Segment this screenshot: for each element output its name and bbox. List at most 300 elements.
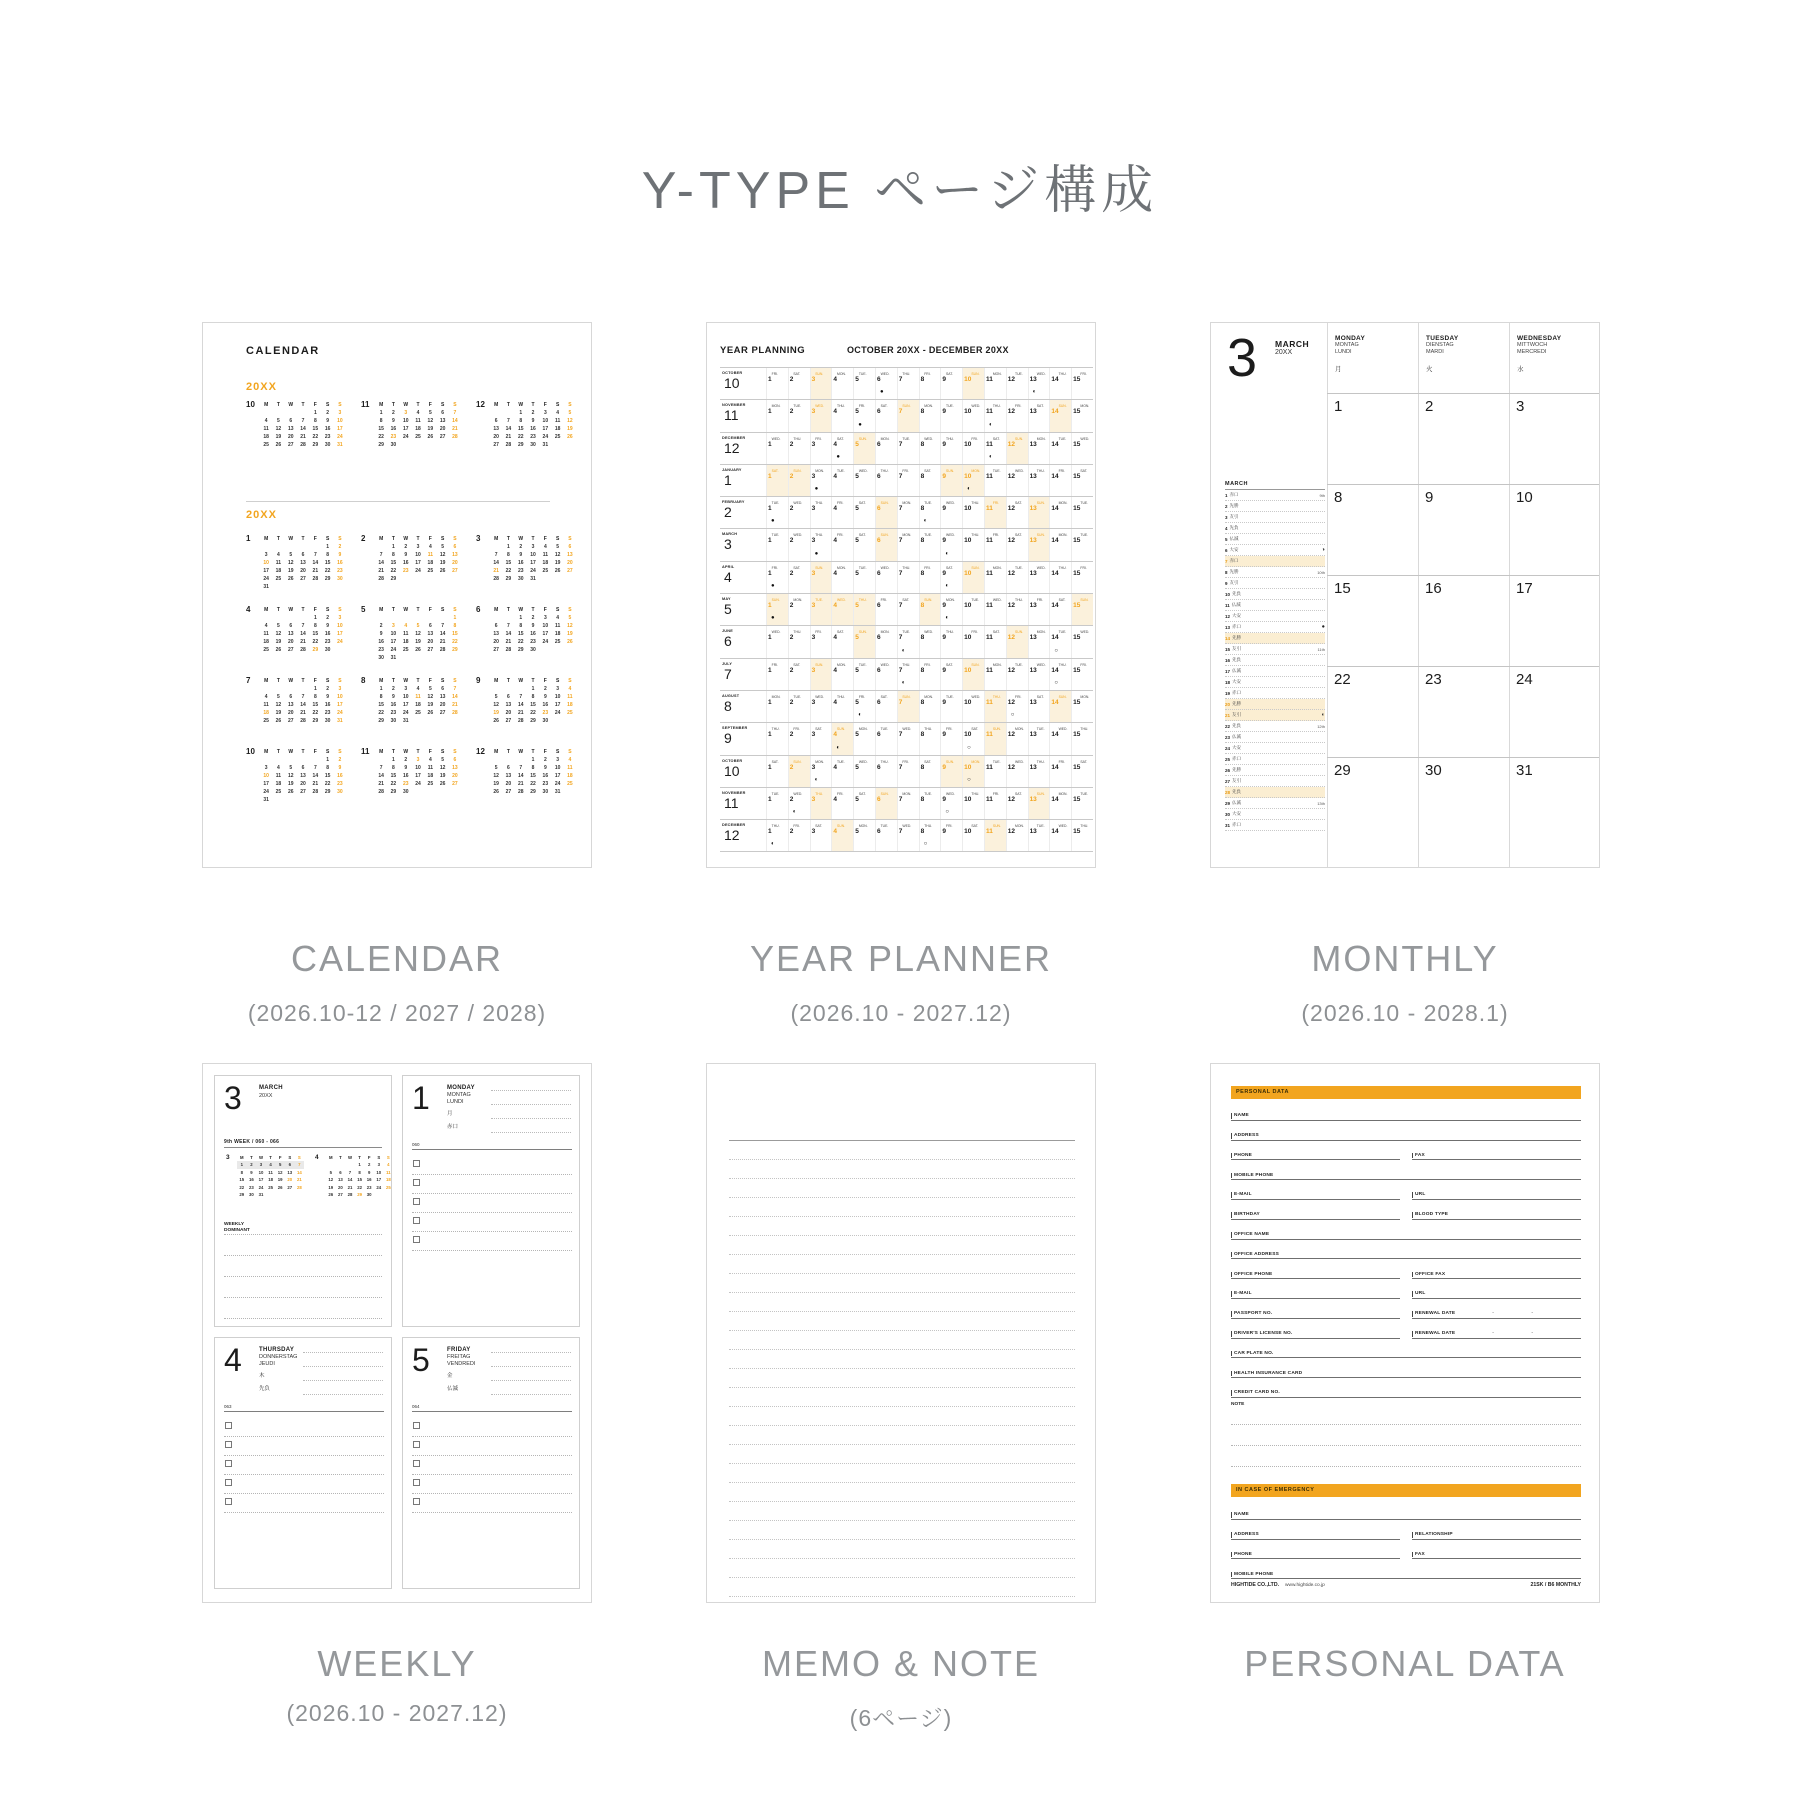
mini-month bbox=[476, 748, 591, 812]
sidebar-day-number: 3 bbox=[1225, 514, 1228, 520]
mini-day: 17 bbox=[376, 1177, 382, 1183]
mini-day: 25 bbox=[275, 576, 282, 582]
mini-day: 16 bbox=[530, 631, 536, 637]
planner-day-cell bbox=[1028, 691, 1050, 722]
mini-day: 4 bbox=[543, 544, 547, 550]
form-row bbox=[1231, 1121, 1581, 1141]
sublabel-memo-note: (6ページ) bbox=[849, 1705, 953, 1731]
mini-weekday-letter: F bbox=[543, 536, 547, 542]
planner-day-cell bbox=[1006, 433, 1028, 464]
mini-weekday-letter: F bbox=[428, 678, 432, 684]
sidebar-rokuyo: 仏滅 bbox=[1231, 602, 1241, 607]
form-field bbox=[1231, 1339, 1581, 1359]
planner-day-number: 6 bbox=[876, 569, 881, 577]
mini-day: 2 bbox=[531, 615, 535, 621]
planner-day-number: 7 bbox=[898, 731, 903, 739]
mini-day: 10 bbox=[530, 552, 536, 558]
planner-day-abbr: SUN. bbox=[946, 468, 955, 473]
planner-day-cell bbox=[962, 594, 984, 625]
year-planning-heading: YEAR PLANNING bbox=[720, 345, 806, 356]
planner-day-number: 1 bbox=[768, 634, 772, 642]
planner-day-cell bbox=[919, 433, 941, 464]
form-field bbox=[1412, 1319, 1581, 1339]
form-field-label: URL bbox=[1412, 1291, 1425, 1297]
form-field bbox=[1231, 1319, 1400, 1339]
mini-day: 18 bbox=[567, 702, 573, 708]
mini-day: 5 bbox=[568, 615, 572, 621]
planner-day-cell bbox=[940, 691, 962, 722]
planner-day-abbr: FRI. bbox=[771, 565, 779, 570]
form-row bbox=[1231, 1339, 1581, 1359]
mini-day: 15 bbox=[324, 560, 331, 566]
planner-day-abbr: TUE. bbox=[902, 436, 911, 441]
planner-day-number: 3 bbox=[811, 569, 816, 577]
column-day-ja: 火 bbox=[1426, 366, 1433, 373]
planner-day-abbr: MON. bbox=[924, 694, 934, 699]
planner-day-abbr: THU. bbox=[837, 404, 845, 409]
planner-day-cell bbox=[919, 529, 941, 560]
planner-day-cell bbox=[810, 756, 832, 787]
planner-day-cell bbox=[919, 626, 941, 657]
mini-weekday-letter: W bbox=[288, 402, 294, 408]
mini-day: 12 bbox=[275, 426, 282, 432]
planner-day-cell bbox=[919, 788, 941, 819]
form-field bbox=[1231, 1101, 1581, 1121]
mini-weekday-letter: S bbox=[555, 536, 560, 542]
mini-day: 8 bbox=[326, 765, 330, 771]
mini-day: 31 bbox=[390, 655, 397, 661]
monthly-date-cell bbox=[1509, 666, 1600, 757]
mini-day: 19 bbox=[328, 1184, 334, 1190]
mini-day: 21 bbox=[300, 710, 306, 716]
note-dotted-line bbox=[1231, 1466, 1581, 1467]
planner-day-abbr: FRI. bbox=[946, 727, 953, 732]
planner-day-number: 1 bbox=[768, 698, 772, 706]
mini-day: 11 bbox=[554, 623, 561, 629]
mini-day: 8 bbox=[326, 552, 330, 558]
label-year-planner: YEAR PLANNER bbox=[749, 938, 1053, 979]
mini-day: 30 bbox=[324, 647, 331, 653]
mini-weekday-letter: T bbox=[391, 402, 395, 408]
planner-day-abbr: MON. bbox=[880, 436, 890, 441]
mini-day: 30 bbox=[337, 789, 343, 795]
planner-day-cell bbox=[1049, 433, 1071, 464]
planner-day-abbr: FRI. bbox=[1080, 662, 1087, 667]
mini-month-number: 12 bbox=[476, 400, 485, 409]
planner-day-number: 5 bbox=[855, 731, 859, 739]
planner-day-cell bbox=[897, 594, 919, 625]
sidebar-day-number: 26 bbox=[1225, 767, 1231, 773]
header-dotted-line bbox=[303, 1366, 383, 1367]
planner-day-number: 5 bbox=[855, 602, 859, 610]
mini-weekday-letter: T bbox=[301, 536, 305, 542]
day-name-de: FREITAG bbox=[447, 1354, 471, 1360]
mini-weekday-letter: F bbox=[428, 607, 432, 613]
mini-day: 4 bbox=[277, 552, 280, 558]
form-field-label: BIRTHDAY bbox=[1231, 1212, 1260, 1218]
planner-day-abbr: MON. bbox=[971, 468, 981, 473]
planner-day-cell bbox=[897, 788, 919, 819]
planner-day-abbr: SUN. bbox=[971, 662, 980, 667]
form-field-label: CAR PLATE NO. bbox=[1231, 1351, 1274, 1357]
mini-day: 8 bbox=[392, 765, 395, 771]
planner-month-name: OCTOBER bbox=[722, 371, 743, 375]
mini-day: 6 bbox=[428, 623, 432, 629]
planner-day-abbr: WED. bbox=[924, 436, 934, 441]
mini-day: 28 bbox=[505, 442, 512, 448]
moon-phase-icon: ○ bbox=[945, 809, 949, 816]
planner-day-cell bbox=[984, 465, 1006, 496]
mini-day: 21 bbox=[505, 639, 512, 645]
mini-day: 17 bbox=[542, 631, 549, 637]
planner-month-number: 4 bbox=[724, 568, 732, 585]
planner-day-abbr: FRI. bbox=[858, 694, 866, 699]
mini-day: 11 bbox=[567, 765, 573, 771]
planner-month-label bbox=[720, 723, 766, 754]
planner-day-number: 2 bbox=[789, 698, 794, 706]
mini-day: 25 bbox=[263, 647, 269, 653]
mini-day: 23 bbox=[517, 568, 524, 574]
planner-month-number: 6 bbox=[724, 633, 732, 650]
mini-weekday-letter: T bbox=[506, 678, 510, 684]
form-field bbox=[1231, 1141, 1400, 1161]
mini-day: 20 bbox=[505, 710, 512, 716]
mini-day: 11 bbox=[554, 418, 561, 424]
mini-weekday-letter: W bbox=[518, 402, 524, 408]
planner-day-cell bbox=[919, 497, 941, 528]
sidebar-rokuyo: 先勝 bbox=[1232, 701, 1242, 706]
sidebar-day-row bbox=[1225, 523, 1325, 534]
mini-day: 15 bbox=[312, 426, 319, 432]
todo-row bbox=[412, 1494, 572, 1513]
planner-day-number: 15 bbox=[1073, 828, 1081, 836]
planner-day-cell bbox=[897, 368, 919, 399]
planner-day-abbr: TUE. bbox=[924, 501, 932, 506]
planner-day-abbr: FRI. bbox=[858, 404, 866, 409]
day-name-de: DONNERSTAG bbox=[259, 1354, 298, 1360]
day-name-fr: JEUDI bbox=[259, 1361, 275, 1367]
form-field-label: RENEWAL DATE bbox=[1412, 1311, 1455, 1317]
planner-day-number: 5 bbox=[855, 472, 859, 480]
planner-day-abbr: SAT. bbox=[771, 468, 779, 473]
mini-day: 28 bbox=[517, 789, 524, 795]
sidebar-day-row bbox=[1225, 567, 1325, 578]
sidebar-day-row bbox=[1225, 611, 1325, 622]
moon-phase-icon: ◐ bbox=[988, 421, 993, 428]
planner-day-number: 15 bbox=[1073, 505, 1081, 513]
sidebar-day-row bbox=[1225, 798, 1325, 809]
planner-day-cell bbox=[810, 529, 832, 560]
planner-day-abbr: SAT. bbox=[771, 759, 779, 764]
mini-day: 17 bbox=[258, 1177, 264, 1183]
planner-day-abbr: THU. bbox=[793, 436, 802, 441]
planner-month-row bbox=[720, 658, 1093, 690]
mini-day: 11 bbox=[542, 552, 548, 558]
sidebar-day-number: 22 bbox=[1225, 723, 1231, 729]
product-code: 21SK / B6 MONTHLY bbox=[1530, 1582, 1581, 1588]
mini-day: 14 bbox=[452, 418, 458, 424]
mini-day: 12 bbox=[493, 773, 499, 779]
planner-day-number: 9 bbox=[942, 440, 946, 448]
form-field-label: ADDRESS bbox=[1231, 1532, 1259, 1538]
planner-day-cell bbox=[1071, 368, 1093, 399]
checkbox-icon bbox=[225, 1498, 232, 1505]
planner-day-cell bbox=[831, 626, 853, 657]
mini-day: 25 bbox=[427, 781, 434, 787]
mini-day: 13 bbox=[452, 765, 458, 771]
planner-day-abbr: MON. bbox=[992, 372, 1002, 376]
form-field-label: E-MAIL bbox=[1231, 1291, 1252, 1297]
planner-day-cell bbox=[766, 465, 788, 496]
checkbox-icon bbox=[413, 1498, 420, 1505]
planner-day-cell bbox=[810, 400, 832, 431]
mini-month-number: 3 bbox=[226, 1154, 230, 1161]
mini-day: 8 bbox=[507, 552, 510, 558]
sidebar-day-number: 25 bbox=[1225, 756, 1231, 762]
mini-day: 12 bbox=[554, 552, 561, 558]
mini-day: 2 bbox=[404, 757, 408, 763]
planner-day-cell bbox=[1006, 529, 1028, 560]
sidebar-day-row bbox=[1225, 644, 1325, 655]
mini-day: 21 bbox=[493, 568, 499, 574]
mini-day: 24 bbox=[402, 710, 409, 716]
mini-day: 1 bbox=[379, 410, 383, 416]
planner-day-cell bbox=[1006, 626, 1028, 657]
planner-day-abbr: TUE. bbox=[902, 630, 911, 635]
mini-month-number: 10 bbox=[246, 400, 255, 409]
mini-day: 19 bbox=[415, 639, 421, 645]
mini-day: 15 bbox=[378, 702, 384, 708]
mini-day: 6 bbox=[441, 686, 445, 692]
mini-day: 17 bbox=[542, 426, 549, 432]
planner-day-abbr: THU. bbox=[1015, 598, 1023, 603]
form-field bbox=[1231, 1259, 1400, 1279]
mini-weekday-letter: T bbox=[250, 1155, 253, 1160]
memo-dotted-line bbox=[729, 1178, 1075, 1179]
mini-day: 15 bbox=[378, 426, 384, 432]
mini-day: 12 bbox=[275, 702, 282, 708]
planner-day-abbr: FRI. bbox=[971, 630, 978, 635]
sidebar-rokuyo: 大安 bbox=[1232, 613, 1242, 618]
mini-day: 11 bbox=[567, 694, 573, 700]
mini-month bbox=[246, 535, 361, 599]
planner-day-number: 13 bbox=[1029, 537, 1037, 545]
planner-day-abbr: THU. bbox=[837, 694, 845, 699]
planner-day-number: 8 bbox=[920, 537, 925, 545]
monthly-day-list-title: MARCH bbox=[1225, 481, 1325, 490]
mini-day: 24 bbox=[337, 710, 343, 716]
planner-day-number: 6 bbox=[876, 440, 881, 448]
planner-day-cell bbox=[875, 626, 897, 657]
planner-day-abbr: SUN. bbox=[1036, 791, 1045, 796]
mini-day: 24 bbox=[415, 568, 421, 574]
planner-day-number: 11 bbox=[985, 763, 993, 771]
planner-day-abbr: SAT. bbox=[1080, 759, 1088, 764]
mini-day: 31 bbox=[337, 442, 343, 448]
planner-day-cell bbox=[984, 433, 1006, 464]
mini-day: 9 bbox=[326, 623, 330, 629]
planner-month-label bbox=[720, 497, 766, 528]
planner-day-number: 11 bbox=[985, 634, 993, 642]
mini-weekday-letter: S bbox=[325, 536, 330, 542]
week-number-label: 9th WEEK / 060 - 066 bbox=[224, 1139, 382, 1148]
planner-day-number: 12 bbox=[1007, 602, 1015, 610]
sidebar-week-label: 13th bbox=[1317, 800, 1325, 806]
mini-day: 14 bbox=[378, 560, 384, 566]
planner-day-abbr: THU. bbox=[971, 791, 980, 796]
label-personal-data: PERSONAL DATA bbox=[1244, 1643, 1566, 1684]
planner-month-row bbox=[720, 722, 1093, 754]
planner-day-number: 1 bbox=[768, 537, 772, 545]
mini-day: 13 bbox=[287, 426, 294, 432]
planner-day-cell bbox=[853, 433, 875, 464]
planner-month-row bbox=[720, 367, 1093, 399]
mini-day: 26 bbox=[439, 781, 446, 787]
planner-day-cell bbox=[810, 368, 832, 399]
planner-day-cell bbox=[810, 562, 832, 593]
mini-day: 27 bbox=[287, 1184, 293, 1190]
planner-day-number: 13 bbox=[1029, 505, 1037, 513]
planner-day-number: 4 bbox=[833, 440, 838, 448]
mini-day: 31 bbox=[263, 797, 269, 803]
sidebar-rokuyo: 先勝 bbox=[1229, 503, 1239, 508]
mini-month bbox=[246, 606, 361, 670]
planner-day-cell bbox=[831, 465, 853, 496]
mini-day: 1 bbox=[519, 615, 523, 621]
planner-day-abbr: FRI. bbox=[992, 533, 1000, 538]
form-field-label: ADDRESS bbox=[1231, 1133, 1259, 1139]
planner-day-cell bbox=[788, 691, 810, 722]
planner-day-abbr: TUE. bbox=[992, 468, 1001, 473]
mini-day: 20 bbox=[287, 710, 294, 716]
planner-month-label bbox=[720, 400, 766, 431]
memo-dotted-line bbox=[729, 1482, 1075, 1483]
planner-day-cell bbox=[1049, 723, 1071, 754]
mini-day: 31 bbox=[402, 718, 409, 724]
weekly-label-line2: DOMINANT bbox=[224, 1227, 250, 1233]
planner-day-number: 6 bbox=[876, 795, 881, 803]
mini-day: 15 bbox=[505, 560, 512, 566]
header-dotted-line bbox=[491, 1090, 571, 1091]
header-dotted-line bbox=[303, 1380, 383, 1381]
mini-day: 11 bbox=[275, 560, 282, 566]
mini-day: 5 bbox=[428, 686, 432, 692]
sidebar-day-number: 9 bbox=[1225, 580, 1228, 586]
planner-day-abbr: SAT. bbox=[946, 662, 953, 667]
planner-day-number: 10 bbox=[964, 376, 972, 383]
planner-day-number: 14 bbox=[1051, 440, 1059, 448]
planner-day-number: 7 bbox=[898, 698, 903, 706]
mini-weekday-letter: S bbox=[453, 536, 457, 542]
planner-day-abbr: MON. bbox=[924, 404, 934, 409]
mini-day: 28 bbox=[300, 718, 306, 724]
planner-day-abbr: WED. bbox=[880, 662, 890, 667]
mini-day: 9 bbox=[338, 765, 342, 771]
todo-row bbox=[224, 1494, 384, 1513]
mini-day: 24 bbox=[542, 434, 549, 440]
label-monthly: MONTHLY bbox=[1311, 938, 1499, 979]
monthly-date-cell bbox=[1418, 757, 1509, 848]
planner-day-number: 8 bbox=[920, 634, 925, 642]
planner-day-abbr: MON. bbox=[815, 759, 825, 764]
mini-day: 6 bbox=[453, 757, 457, 763]
mini-weekday-letter: F bbox=[313, 749, 317, 755]
planner-day-number: 12 bbox=[1007, 408, 1015, 416]
mini-day: 17 bbox=[402, 426, 409, 432]
memo-dotted-line bbox=[729, 1425, 1075, 1426]
planner-day-abbr: MON. bbox=[1036, 630, 1046, 635]
planner-day-number: 2 bbox=[789, 440, 794, 448]
planner-day-cell bbox=[1028, 788, 1050, 819]
planner-day-cell bbox=[788, 433, 810, 464]
planner-day-abbr: FRI. bbox=[1080, 565, 1087, 570]
mini-day: 22 bbox=[517, 434, 524, 440]
mini-day: 11 bbox=[263, 631, 269, 637]
moon-phase-icon: ◐ bbox=[836, 744, 841, 751]
mini-day: 5 bbox=[277, 418, 280, 424]
mini-month-number: 7 bbox=[246, 676, 251, 685]
mini-day: 31 bbox=[554, 789, 561, 795]
mini-day: 25 bbox=[263, 442, 269, 448]
mini-day: 25 bbox=[402, 647, 409, 653]
memo-header-rule bbox=[729, 1140, 1075, 1141]
mini-day: 22 bbox=[239, 1184, 245, 1190]
mini-day: 26 bbox=[415, 647, 421, 653]
planner-day-cell bbox=[1049, 659, 1071, 690]
planner-day-number: 8 bbox=[920, 569, 925, 577]
moon-phase-icon: ◐ bbox=[945, 615, 949, 622]
planner-day-cell bbox=[1049, 465, 1071, 496]
planner-day-number: 2 bbox=[789, 537, 794, 545]
mini-day: 17 bbox=[263, 568, 269, 574]
planner-day-cell bbox=[1006, 659, 1028, 690]
mini-day: 15 bbox=[530, 773, 536, 779]
form-field-label: BLOOD TYPE bbox=[1412, 1212, 1448, 1218]
planner-day-number: 9 bbox=[942, 731, 946, 739]
planner-day-cell bbox=[940, 723, 962, 754]
mini-weekday-letter: S bbox=[377, 1155, 381, 1160]
column-day-fr: LUNDI bbox=[1335, 349, 1352, 355]
mini-day: 13 bbox=[287, 702, 294, 708]
mini-day: 26 bbox=[439, 568, 446, 574]
planner-day-cell bbox=[1071, 594, 1093, 625]
planner-day-abbr: SAT. bbox=[815, 824, 823, 829]
planner-day-number: 3 bbox=[811, 472, 816, 480]
form-row bbox=[1231, 1180, 1581, 1200]
todo-row bbox=[412, 1175, 572, 1194]
planner-day-cell bbox=[766, 723, 788, 754]
mini-day: 1 bbox=[519, 410, 523, 416]
planner-day-abbr: WED. bbox=[1080, 436, 1090, 441]
todo-row bbox=[224, 1456, 384, 1475]
planner-day-abbr: MON. bbox=[992, 662, 1002, 667]
sidebar-day-number: 10 bbox=[1225, 591, 1231, 597]
sidebar-day-row bbox=[1225, 655, 1325, 666]
planner-day-cell bbox=[1006, 691, 1028, 722]
planner-day-abbr: WED. bbox=[1036, 662, 1046, 667]
sidebar-rokuyo: 先勝 bbox=[1229, 569, 1239, 574]
planner-day-cell bbox=[810, 497, 832, 528]
planner-day-number: 14 bbox=[1051, 537, 1059, 545]
mini-day: 1 bbox=[313, 615, 317, 621]
mini-day: 29 bbox=[390, 789, 397, 795]
sidebar-rokuyo: 大安 bbox=[1232, 679, 1242, 684]
moon-phase-icon: ◐ bbox=[988, 453, 993, 460]
monthly-date-number: 2 bbox=[1425, 398, 1434, 415]
sidebar-rokuyo: 仏滅 bbox=[1232, 668, 1242, 673]
mini-weekday-letter: M bbox=[494, 607, 499, 613]
memo-dotted-line bbox=[729, 1387, 1075, 1388]
